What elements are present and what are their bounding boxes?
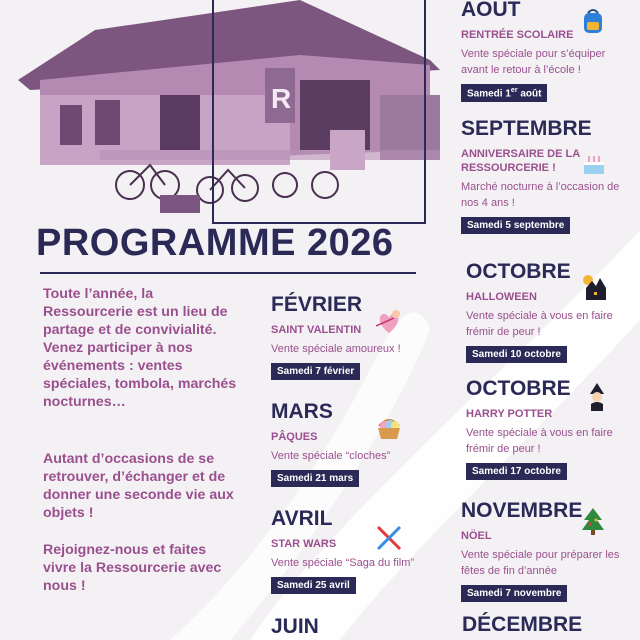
- wizard-icon: [582, 382, 612, 412]
- event-date-badge: Samedi 7 février: [271, 363, 360, 380]
- event-description: Vente spéciale pour s’équiper avant le retour à l’école !: [461, 48, 606, 76]
- event-month: OCTOBRE: [466, 377, 571, 400]
- event-description: Marché nocturne à l’occasion de nos 4 ans !: [461, 181, 620, 209]
- event-subtitle: STAR WARS: [271, 538, 337, 550]
- event-description: Vente spéciale à vous en faire frémir de peur !: [466, 310, 613, 338]
- event-subtitle: NÖEL: [461, 530, 492, 542]
- event-month: SEPTEMBRE: [461, 117, 592, 140]
- event-date-badge: Samedi 17 octobre: [466, 463, 567, 480]
- haunted-house-icon: [580, 272, 610, 302]
- event-description: Vente spéciale “cloches”: [271, 450, 391, 462]
- birthday-cake-icon: [579, 148, 609, 178]
- event-description: Vente spéciale amoureux !: [271, 343, 401, 355]
- intro-call-to-action: Rejoignez-nous et faites vivre la Ressourcerie avec nous !: [43, 542, 222, 594]
- event-subtitle: HALLOWEEN: [466, 291, 537, 303]
- photo-frame-lines: [212, 0, 426, 224]
- event-description: Vente spéciale pour préparer les fêtes de fin d’année: [461, 549, 620, 577]
- event-month: DÉCEMBRE: [462, 613, 583, 636]
- event-date-badge: Samedi 21 mars: [271, 470, 359, 487]
- event-month: MARS: [271, 400, 333, 423]
- event-date-badge: Samedi 10 octobre: [466, 346, 567, 363]
- christmas-tree-icon: [578, 506, 608, 536]
- event-month: FÉVRIER: [271, 293, 363, 316]
- event-february: [271, 293, 441, 380]
- event-june: [271, 615, 421, 639]
- event-subtitle: SAINT VALENTIN: [271, 324, 362, 336]
- event-date-badge: Samedi 5 septembre: [461, 217, 570, 234]
- easter-basket-icon: [374, 412, 404, 442]
- event-april: [271, 507, 446, 594]
- title-divider: [40, 272, 416, 274]
- event-description: Vente spéciale “Saga du film”: [271, 557, 415, 569]
- event-month: AVRIL: [271, 507, 333, 530]
- event-subtitle: RENTRÉE SCOLAIRE: [461, 29, 574, 41]
- svg-text:R: R: [271, 83, 292, 114]
- event-subtitle: ANNIVERSAIRE DE LA RESSOURCERIE !: [461, 148, 580, 174]
- event-march: [271, 400, 441, 487]
- cupid-icon: [374, 306, 404, 336]
- event-subtitle: PÂQUES: [271, 431, 318, 443]
- event-month: JUIN: [271, 615, 319, 638]
- intro-paragraph-2: Autant d’occasions de se retrouver, d’échanger et de donner une seconde vie aux objets !: [43, 451, 234, 521]
- event-month: OCTOBRE: [466, 260, 571, 283]
- intro-paragraph: Toute l’année, la Ressourcerie est un lieu de partage et de convivialité. Venez participer à nos événements : ventes spéciales, tombola, marchés nocturnes…: [43, 286, 237, 410]
- event-month: AOUT: [461, 0, 521, 21]
- event-date-badge: Samedi 7 novembre: [461, 585, 567, 602]
- event-date-badge: Samedi 25 avril: [271, 577, 356, 594]
- event-description: Vente spéciale à vous en faire frémir de peur !: [466, 427, 613, 455]
- school-backpack-icon: [578, 7, 608, 37]
- event-december: [462, 613, 632, 637]
- event-subtitle: HARRY POTTER: [466, 408, 553, 420]
- page-title: PROGRAMME 2026: [36, 222, 394, 264]
- event-month: NOVEMBRE: [461, 499, 583, 522]
- lightsaber-icon: [374, 523, 404, 553]
- event-date-badge: Samedi 1er août: [461, 84, 547, 102]
